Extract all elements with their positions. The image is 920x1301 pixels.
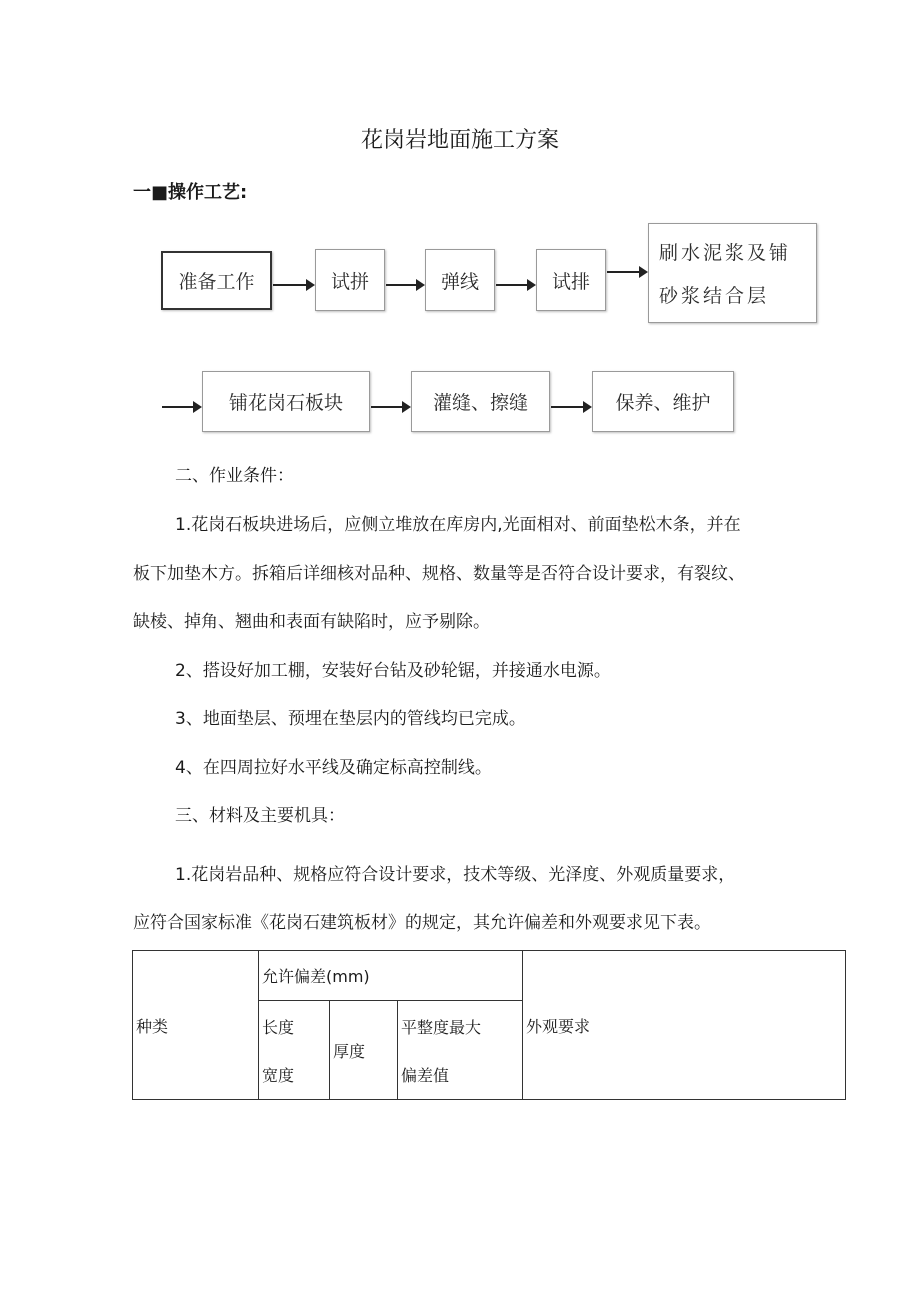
table-header-flatness-line: 偏差值 xyxy=(401,1065,450,1085)
flow-step-mortar-bed xyxy=(648,223,817,323)
flow-step-prepare: 准备工作 xyxy=(161,251,272,310)
table-header-appearance: 外观要求 xyxy=(523,951,846,1100)
table-header-thickness: 厚度 xyxy=(330,1001,398,1100)
flow-arrow xyxy=(162,406,200,408)
paragraph-item-4: 4、在四周拉好水平线及确定标高控制线。 xyxy=(175,758,492,778)
flow-step-trial-fit: 试拼 xyxy=(315,249,385,311)
flow-step-trial-arrange: 试排 xyxy=(536,249,606,311)
table-header-tolerance: 允许偏差(mm) xyxy=(259,951,523,1001)
section-heading-conditions: 二、作业条件： xyxy=(175,466,294,486)
flow-step-lay-granite: 铺花岗石板块 xyxy=(202,371,370,432)
flow-arrow xyxy=(371,406,409,408)
table-header-flatness xyxy=(398,1001,523,1100)
flow-arrow xyxy=(386,284,423,286)
table-header-kind: 种类 xyxy=(133,951,259,1100)
page-title: 花岗岩地面施工方案 xyxy=(360,128,559,153)
paragraph-line: 应符合国家标准《花岗石建筑板材》的规定，其允许偏差和外观要求见下表。 xyxy=(133,913,711,933)
table-header-flatness-line: 平整度最大 xyxy=(401,1017,482,1037)
flow-arrow xyxy=(496,284,534,286)
section-heading-materials: 三、材料及主要机具： xyxy=(175,806,345,826)
flow-arrow xyxy=(607,271,646,273)
flow-step-line: 刷水泥浆及铺 xyxy=(659,242,792,264)
paragraph-line: 板下加垫木方。拆箱后详细核对品种、规格、数量等是否符合设计要求，有裂纹、 xyxy=(133,564,745,584)
paragraph-item-3: 3、地面垫层、预埋在垫层内的管线均已完成。 xyxy=(175,709,526,729)
flow-step-maintain: 保养、维护 xyxy=(592,371,734,432)
flow-arrow xyxy=(273,284,313,286)
tolerance-table xyxy=(132,950,846,1100)
section-heading-process: 一■操作工艺: xyxy=(133,182,248,203)
paragraph-item-2: 2、搭设好加工棚，安装好台钻及砂轮锯，并接通水电源。 xyxy=(175,661,611,681)
flow-step-grout-joints: 灌缝、擦缝 xyxy=(411,371,550,432)
paragraph-line: 1.花岗岩品种、规格应符合设计要求，技术等级、光泽度、外观质量要求， xyxy=(175,865,736,885)
flow-step-snap-line: 弹线 xyxy=(425,249,495,311)
paragraph-line: 1.花岗石板块进场后，应侧立堆放在库房内,光面相对、前面垫松木条，并在 xyxy=(175,515,741,535)
flow-step-line: 砂浆结合层 xyxy=(659,285,770,307)
table-header-width: 宽度 xyxy=(262,1065,295,1085)
table-header-length: 长度 xyxy=(262,1017,295,1037)
table-header-length-width xyxy=(259,1001,330,1100)
paragraph-line: 缺棱、掉角、翘曲和表面有缺陷时，应予剔除。 xyxy=(133,612,490,632)
flow-arrow xyxy=(551,406,590,408)
